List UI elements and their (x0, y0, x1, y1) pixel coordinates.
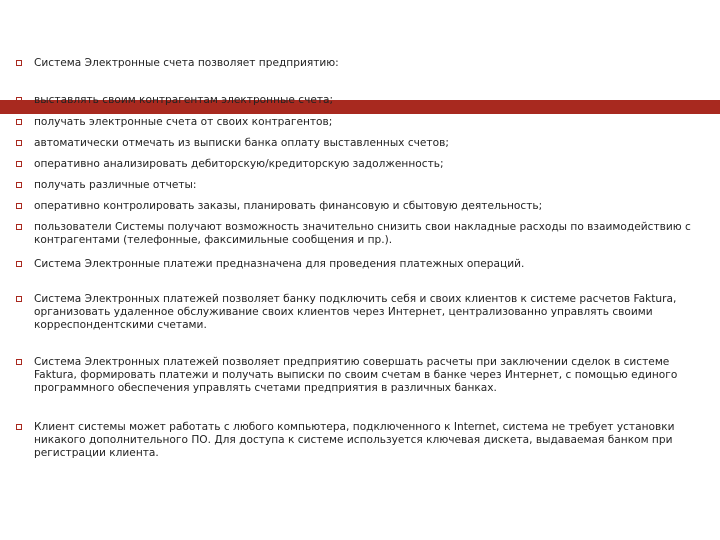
list-item-text: пользователи Системы получают возможность значительно снизить свои накладные расходы по взаимодействию с контрагентами (телефонные, факсимильные сообщения и пр.). (34, 221, 691, 247)
list-item-text: Система Электронных платежей позволяет банку подключить себя и своих клиентов к системе расчетов Faktura, организовать удаленное обслуживание своих клиентов через Интернет, централизованно управлять своими корреспондентскими счетами. (34, 293, 677, 332)
list-item-text: Система Электронных платежей позволяет предприятию совершать расчеты при заключении сделок в системе Faktura, формировать платежи и получать выписки по своим счетам в банке через Интернет, с помощью единого программного обеспечения управлять счетами предприятия в различных банках. (34, 356, 678, 395)
list-item-text: Система Электронные платежи предназначена для проведения платежных операций. (34, 258, 525, 270)
list-item-text: Система Электронные счета позволяет предприятию: (34, 57, 339, 69)
square-bullet-icon (16, 161, 22, 167)
list-item-text: оперативно контролировать заказы, планировать финансовую и сбытовую деятельность; (34, 200, 543, 212)
square-bullet-icon (16, 424, 22, 430)
list-item-text: выставлять своим контрагентам электронные счета; (34, 94, 334, 106)
list-item-text: автоматически отмечать из выписки банка оплату выставленных счетов; (34, 137, 449, 149)
square-bullet-icon (16, 261, 22, 267)
list-item-text: Клиент системы может работать с любого компьютера, подключенного к Internet, система не требует установки никакого дополнительного ПО. Для доступа к системе используется ключевая дискета, выдаваемая банком при регистрации клиента. (34, 421, 675, 460)
square-bullet-icon (16, 224, 22, 230)
square-bullet-icon (16, 203, 22, 209)
list-item-text: оперативно анализировать дебиторскую/кредиторскую задолженность; (34, 158, 444, 170)
square-bullet-icon (16, 119, 22, 125)
square-bullet-icon (16, 296, 22, 302)
square-bullet-icon (16, 140, 22, 146)
square-bullet-icon (16, 182, 22, 188)
list-item-text: получать электронные счета от своих контрагентов; (34, 116, 333, 128)
square-bullet-icon (16, 359, 22, 365)
square-bullet-icon (16, 60, 22, 66)
list-item-text: получать различные отчеты: (34, 179, 197, 191)
square-bullet-icon (16, 97, 22, 103)
